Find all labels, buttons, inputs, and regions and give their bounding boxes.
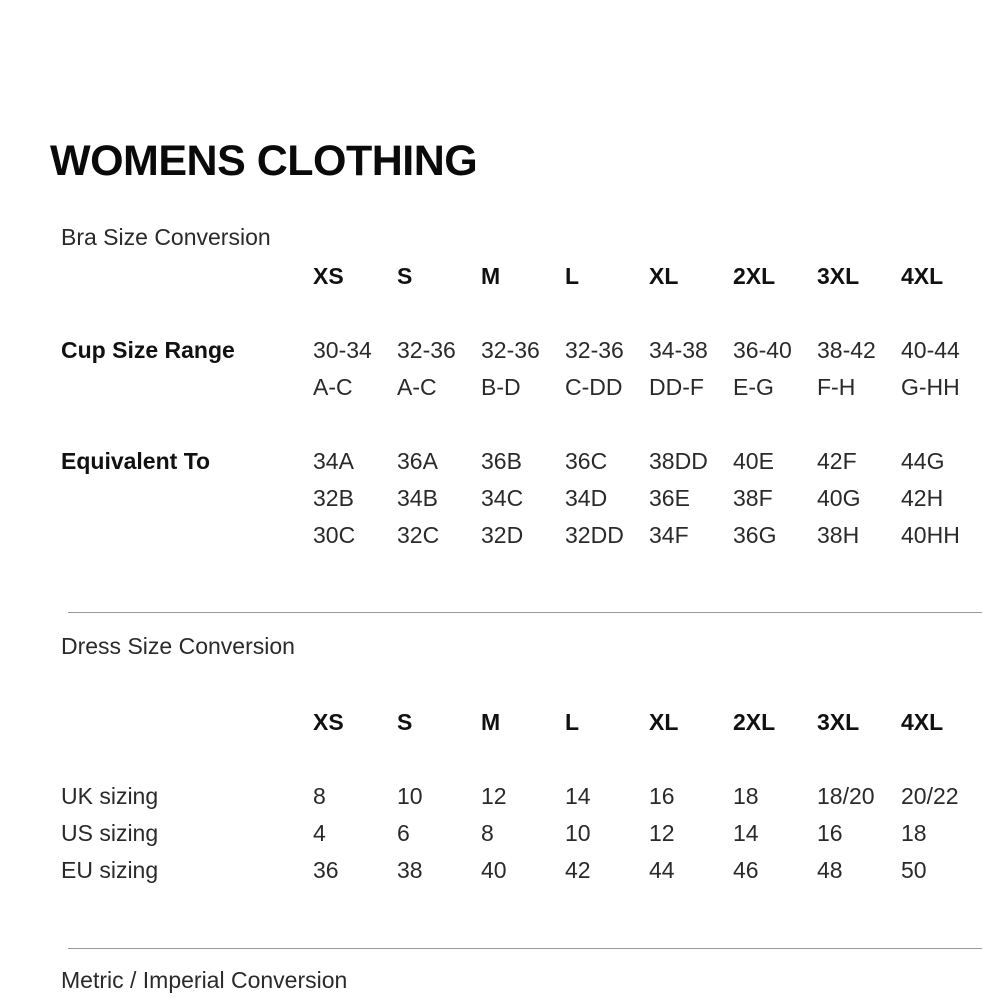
equivalent-cell: 34B [397, 485, 438, 511]
us-size-cell: 16 [817, 820, 843, 846]
size-header-4xl: 4XL [901, 263, 944, 289]
cup-letters-cell: DD-F [649, 374, 704, 400]
us-sizing-label: US sizing [61, 820, 159, 846]
cup-band-cell: 32-36 [565, 337, 624, 363]
cup-band-cell: 40-44 [901, 337, 960, 363]
equivalent-cell: 32C [397, 522, 440, 548]
us-size-cell: 10 [565, 820, 591, 846]
uk-size-cell: 10 [397, 783, 423, 809]
cup-letters-cell: B-D [481, 374, 521, 400]
us-size-cell: 6 [397, 820, 410, 846]
size-header-4xl: 4XL [901, 709, 944, 735]
equivalent-cell: 40G [817, 485, 861, 511]
eu-size-cell: 46 [733, 857, 759, 883]
uk-size-cell: 8 [313, 783, 326, 809]
size-header-xl: XL [649, 263, 679, 289]
equivalent-cell: 36G [733, 522, 777, 548]
equivalent-cell: 32B [313, 485, 354, 511]
eu-size-cell: 50 [901, 857, 927, 883]
equivalent-cell: 34F [649, 522, 689, 548]
us-size-cell: 8 [481, 820, 494, 846]
cup-letters-cell: F-H [817, 374, 856, 400]
size-header-2xl: 2XL [733, 263, 776, 289]
equivalent-cell: 42F [817, 448, 857, 474]
cup-band-cell: 30-34 [313, 337, 372, 363]
us-size-cell: 14 [733, 820, 759, 846]
cup-letters-cell: C-DD [565, 374, 623, 400]
size-header-s: S [397, 709, 413, 735]
equivalent-cell: 36E [649, 485, 690, 511]
equivalent-cell: 40E [733, 448, 774, 474]
cup-band-cell: 34-38 [649, 337, 708, 363]
eu-sizing-label: EU sizing [61, 857, 159, 883]
eu-size-cell: 38 [397, 857, 423, 883]
size-header-s: S [397, 263, 413, 289]
cup-letters-cell: A-C [397, 374, 437, 400]
cup-letters-cell: A-C [313, 374, 353, 400]
size-header-xl: XL [649, 709, 679, 735]
equivalent-cell: 38H [817, 522, 860, 548]
equivalent-cell: 30C [313, 522, 356, 548]
equivalent-cell: 32D [481, 522, 524, 548]
equivalent-cell: 42H [901, 485, 944, 511]
equivalent-cell: 34A [313, 448, 354, 474]
uk-size-cell: 14 [565, 783, 591, 809]
eu-size-cell: 42 [565, 857, 591, 883]
size-header-2xl: 2XL [733, 709, 776, 735]
section-divider [68, 948, 982, 949]
eu-size-cell: 36 [313, 857, 339, 883]
size-header-3xl: 3XL [817, 263, 860, 289]
equivalent-cell: 36B [481, 448, 522, 474]
equivalent-cell: 36A [397, 448, 438, 474]
size-header-l: L [565, 263, 580, 289]
metric-section-heading: Metric / Imperial Conversion [61, 967, 348, 993]
cup-letters-cell: E-G [733, 374, 774, 400]
equivalent-cell: 32DD [565, 522, 624, 548]
uk-size-cell: 16 [649, 783, 675, 809]
eu-size-cell: 44 [649, 857, 675, 883]
uk-sizing-label: UK sizing [61, 783, 159, 809]
eu-size-cell: 40 [481, 857, 507, 883]
cup-band-cell: 32-36 [481, 337, 540, 363]
size-header-xs: XS [313, 709, 344, 735]
uk-size-cell: 12 [481, 783, 507, 809]
us-size-cell: 12 [649, 820, 675, 846]
size-header-xs: XS [313, 263, 344, 289]
equivalent-to-label: Equivalent To [61, 448, 211, 474]
dress-section-heading: Dress Size Conversion [61, 633, 295, 659]
uk-size-cell: 18/20 [817, 783, 875, 809]
eu-size-cell: 48 [817, 857, 843, 883]
us-size-cell: 18 [901, 820, 927, 846]
cup-size-range-label: Cup Size Range [61, 337, 235, 363]
equivalent-cell: 40HH [901, 522, 960, 548]
equivalent-cell: 36C [565, 448, 608, 474]
cup-band-cell: 36-40 [733, 337, 792, 363]
size-header-m: M [481, 263, 501, 289]
cup-band-cell: 38-42 [817, 337, 876, 363]
page-title: WOMENS CLOTHING [50, 137, 478, 185]
equivalent-cell: 44G [901, 448, 945, 474]
equivalent-cell: 34D [565, 485, 608, 511]
equivalent-cell: 38F [733, 485, 773, 511]
size-header-m: M [481, 709, 501, 735]
equivalent-cell: 38DD [649, 448, 708, 474]
us-size-cell: 4 [313, 820, 326, 846]
size-header-3xl: 3XL [817, 709, 860, 735]
cup-letters-cell: G-HH [901, 374, 960, 400]
bra-section-heading: Bra Size Conversion [61, 224, 271, 250]
cup-band-cell: 32-36 [397, 337, 456, 363]
size-header-l: L [565, 709, 580, 735]
uk-size-cell: 18 [733, 783, 759, 809]
uk-size-cell: 20/22 [901, 783, 959, 809]
equivalent-cell: 34C [481, 485, 524, 511]
section-divider [68, 612, 982, 613]
